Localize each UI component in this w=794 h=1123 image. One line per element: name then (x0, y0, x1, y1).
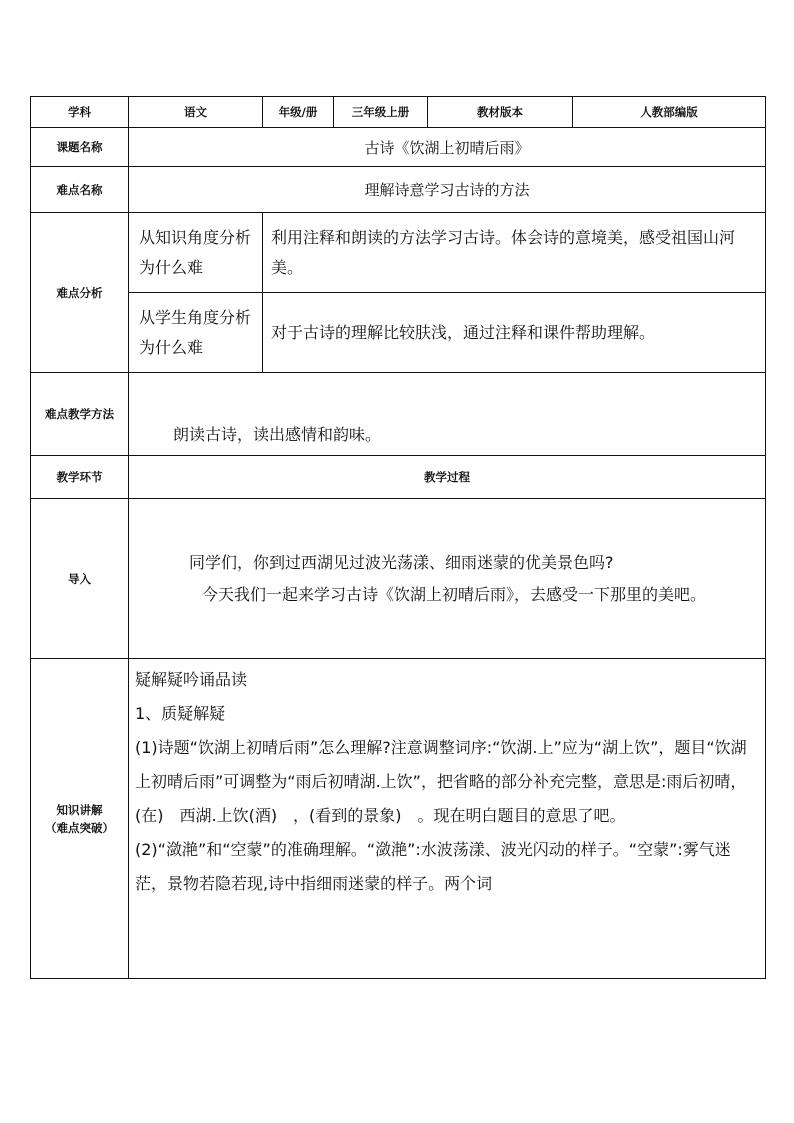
method-row (31, 373, 766, 456)
analysis-knowledge-text: 利用注释和朗读的方法学习古诗。体会诗的意境美，感受祖国山河美。 (263, 213, 766, 293)
difficulty-name-value: 理解诗意学习古诗的方法 (129, 167, 766, 213)
lesson-title-row (31, 128, 766, 167)
knowledge-heading: 疑解疑吟诵品读 (135, 670, 248, 689)
knowledge-row (31, 659, 766, 979)
analysis-student-text: 对于古诗的理解比较肤浅，通过注释和课件帮助理解。 (263, 293, 766, 373)
edition-value: 人教部编版 (573, 97, 766, 128)
grade-label: 年级/册 (263, 97, 334, 128)
knowledge-label-line-1: 知识讲解 (56, 802, 103, 817)
knowledge-paragraph-2: (2)“潋滟”和“空蒙”的准确理解。“潋滟”:水波荡漾、波光闪动的样子。“空蒙”:雾气迷茫，景物若隐若现,诗中指细雨迷蒙的样子。两个词 (135, 840, 731, 893)
knowledge-label-line-2: （难点突破） (45, 820, 114, 835)
intro-label: 导入 (31, 499, 129, 659)
knowledge-paragraph-1: (1)诗题“饮湖上初晴后雨”怎么理解?注意调整词序:“饮湖.上”应为“湖上饮”，题目“饮湖上初晴后雨”可调整为“雨后初晴湖.上饮”，把省略的部分补充完整，意思是:雨后初晴，(在) 西湖.上饮(酒) ，(看到的景象) 。现在明白题目的意思了吧。 (135, 738, 747, 825)
difficulty-name-row (31, 167, 766, 213)
grade-value: 三年级上册 (334, 97, 428, 128)
analysis-knowledge-label: 从知识角度分析为什么难 (129, 213, 263, 293)
analysis-student-row (31, 293, 766, 373)
process-header-row (31, 456, 766, 499)
intro-line-2: 今天我们一起来学习古诗《饮湖上初晴后雨》，去感受一下那里的美吧。 (201, 584, 706, 604)
subject-value: 语文 (129, 97, 263, 128)
knowledge-step-1: 1、质疑解疑 (135, 704, 226, 723)
knowledge-label (31, 659, 129, 979)
edition-label: 教材版本 (428, 97, 573, 128)
header-row (31, 97, 766, 128)
stage-header: 教学环节 (31, 456, 129, 499)
intro-line-1: 同学们，你到过西湖见过波光荡漾、细雨迷蒙的优美景色吗? (189, 552, 614, 572)
analysis-knowledge-row (31, 213, 766, 293)
lesson-title-label: 课题名称 (31, 128, 129, 167)
intro-cell (129, 499, 766, 659)
process-header: 教学过程 (129, 456, 766, 499)
lesson-plan-table (30, 96, 766, 979)
intro-row (31, 499, 766, 659)
knowledge-cell (129, 659, 766, 979)
difficulty-name-label: 难点名称 (31, 167, 129, 213)
lesson-title-value: 古诗《饮湖上初晴后雨》 (129, 128, 766, 167)
analysis-student-label: 从学生角度分析为什么难 (129, 293, 263, 373)
method-cell (129, 373, 766, 456)
method-text: 朗读古诗，读出感情和韵味。 (173, 424, 382, 444)
method-label: 难点教学方法 (31, 373, 129, 456)
subject-label: 学科 (31, 97, 129, 128)
analysis-label: 难点分析 (31, 213, 129, 373)
